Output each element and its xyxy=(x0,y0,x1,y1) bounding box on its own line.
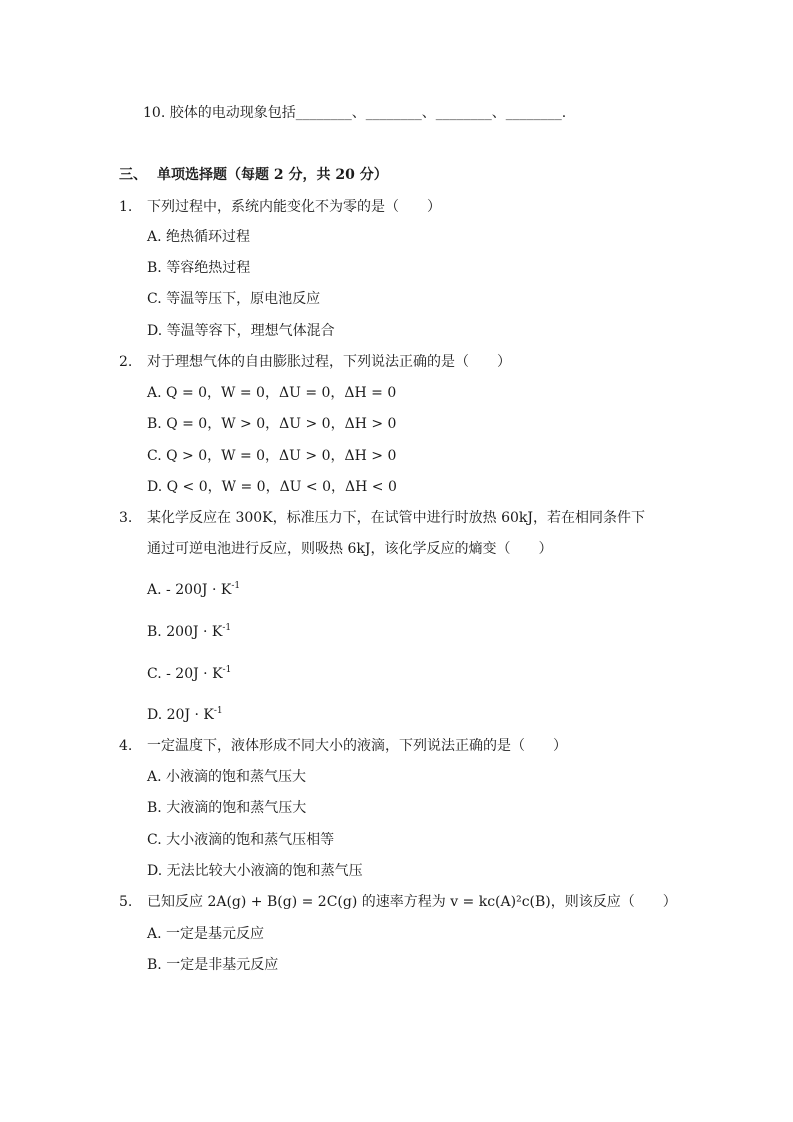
question-option: D. Q < 0，W = 0，ΔU < 0，ΔH < 0 xyxy=(147,479,397,495)
section-title: 单项选择题（每题 2 分，共 20 分） xyxy=(157,167,388,183)
question-option xyxy=(147,660,231,684)
fill-question-10: 10. 胶体的电动现象包括________、________、________、________. xyxy=(143,105,567,121)
section-number: 三、 xyxy=(119,167,147,183)
option-text: B. 200J · K xyxy=(147,624,223,640)
question-option: A. 一定是基元反应 xyxy=(147,926,265,942)
question-option: C. 大小液滴的饱和蒸气压相等 xyxy=(147,832,335,848)
question-stem: 已知反应 2A(g) + B(g) = 2C(g) 的速率方程为 v = kc(A)²c(B)，则该反应（ ） xyxy=(147,894,677,910)
unit-exponent: -1 xyxy=(222,665,232,675)
question-number: 2. xyxy=(119,354,133,370)
unit-exponent: -1 xyxy=(231,581,241,591)
question-stem: 某化学反应在 300K，标准压力下，在试管中进行时放热 60kJ，若在相同条件下 xyxy=(147,510,645,526)
question-option: B. Q = 0，W > 0，ΔU > 0，ΔH > 0 xyxy=(147,416,397,432)
question-option xyxy=(147,701,223,725)
option-text: A. - 200J · K xyxy=(147,582,232,598)
question-option: C. 等温等压下，原电池反应 xyxy=(147,291,321,307)
question-number: 5. xyxy=(119,894,133,910)
question-option: B. 大液滴的饱和蒸气压大 xyxy=(147,800,307,816)
unit-exponent: -1 xyxy=(213,706,223,716)
question-stem: 对于理想气体的自由膨胀过程，下列说法正确的是（ ） xyxy=(147,354,511,370)
option-text: C. - 20J · K xyxy=(147,666,223,682)
section-heading xyxy=(119,165,388,185)
question-option xyxy=(147,618,231,642)
question-option: C. Q > 0，W = 0，ΔU > 0，ΔH > 0 xyxy=(147,448,397,464)
question-option: A. Q = 0，W = 0，ΔU = 0，ΔH = 0 xyxy=(147,385,397,401)
question-number: 4. xyxy=(119,738,133,754)
question-option: D. 等温等容下，理想气体混合 xyxy=(147,323,335,339)
question-option: B. 一定是非基元反应 xyxy=(147,957,279,973)
question-option: A. 小液滴的饱和蒸气压大 xyxy=(147,769,307,785)
question-option xyxy=(147,576,240,600)
question-option: A. 绝热循环过程 xyxy=(147,229,251,245)
question-number: 1. xyxy=(119,199,133,215)
question-option: D. 无法比较大小液滴的饱和蒸气压 xyxy=(147,863,363,879)
question-stem: 一定温度下，液体形成不同大小的液滴，下列说法正确的是（ ） xyxy=(147,738,567,754)
question-number: 3. xyxy=(119,510,133,526)
question-option: B. 等容绝热过程 xyxy=(147,260,251,276)
question-stem: 下列过程中，系统内能变化不为零的是（ ） xyxy=(147,199,441,215)
unit-exponent: -1 xyxy=(222,623,232,633)
question-stem-continued: 通过可逆电池进行反应，则吸热 6kJ，该化学反应的熵变（ ） xyxy=(147,541,553,557)
option-text: D. 20J · K xyxy=(147,707,214,723)
